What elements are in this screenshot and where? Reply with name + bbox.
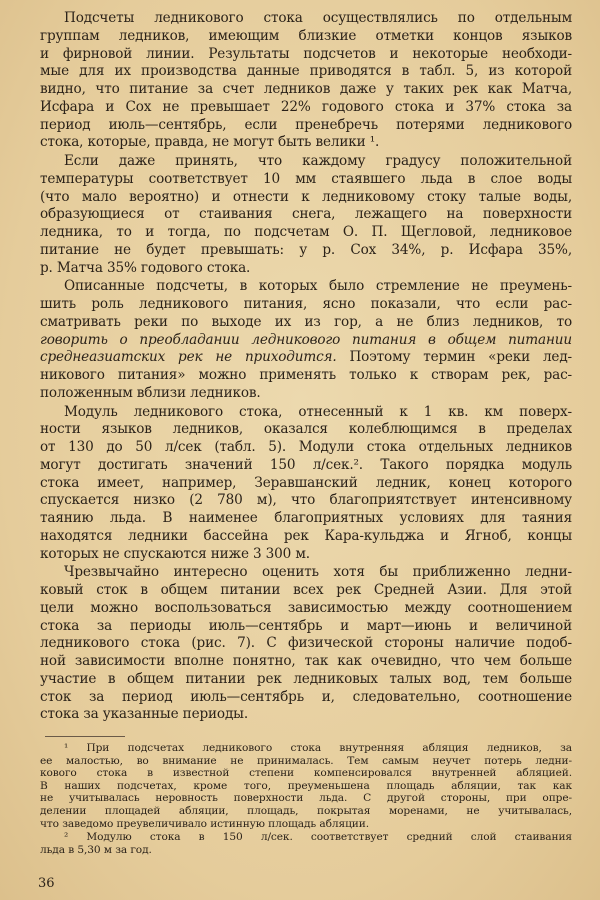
text-line: ее малостью, во внимание не принималась. Тем самым неучет потерь ледни- — [40, 754, 572, 767]
paragraph — [40, 10, 572, 152]
page-number: 36 — [38, 876, 55, 891]
text-line: ледника, то и тогда, по подсчетам О. П. Щегловой, ледниковое — [40, 224, 572, 240]
body-text — [40, 10, 572, 725]
text-line: питание не будет превышать: у р. Сох 34%, р. Исфара 35%, — [40, 241, 572, 258]
italic-emphasis: говорить о преобладании ледникового питания в общем питании — [40, 331, 572, 348]
text-line: не учитывалась неровность поверхности льда. С другой стороны, при опре- — [40, 792, 572, 805]
text-line — [40, 332, 572, 350]
text-line: видно, что питание за счет ледников даже у таких рек как Матча, — [40, 81, 572, 97]
text-line: шить роль ледникового питания, ясно показали, что если рас- — [40, 296, 572, 312]
text-line: стока имеет, например, Зеравшанский ледник, конец которого — [40, 474, 572, 491]
text-line: цели можно воспользоваться зависимостью между соотношением — [40, 599, 572, 616]
text-line: от 130 до 50 л/сек (табл. 5). Модули стока отдельных ледников — [40, 439, 572, 455]
text-line: стока за периоды июль—сентябрь и март—июнь и величиной — [40, 617, 572, 634]
footnote — [40, 742, 572, 830]
text-line: ¹ При подсчетах ледникового стока внутренняя абляция ледников, за — [64, 742, 572, 754]
text-line: участие в общем питании рек ледниковых талых вод, тем больше — [40, 670, 572, 687]
text-run: Поэтому термин «реки лед- — [336, 349, 572, 366]
italic-emphasis: среднеазиатских рек не приходится. — [40, 349, 337, 366]
text-line: могут достигать значений 150 л/сек.². Такого порядка модуль — [40, 456, 572, 473]
text-line: стока за указанные периоды. — [40, 706, 249, 723]
text-line: Чрезвычайно интересно оценить хотя бы приближенно ледни- — [64, 564, 572, 581]
paragraph — [40, 404, 572, 564]
footnotes — [40, 742, 572, 857]
text-line: что заведомо преувеличивало истинную площадь абляции. — [40, 817, 369, 830]
text-line: никового питания» можно применять только к створам рек, рас- — [40, 367, 572, 383]
text-line — [40, 349, 572, 367]
text-line: р. Матча 35% годового стока. — [40, 259, 251, 276]
text-line: спускается низко (2 780 м), что благоприятствует интенсивному — [40, 492, 572, 509]
text-line: мые для их производства данные приводятся в табл. 5, из которой — [40, 63, 572, 80]
text-line: период июль—сентябрь, если пренебречь потерями ледникового — [40, 116, 572, 133]
footnote-divider — [45, 736, 125, 737]
text-line: Модуль ледникового стока, отнесенный к 1 кв. км поверх- — [64, 403, 572, 420]
text-line: кового стока в известной степени компенсировался внутренней абляцией. — [40, 767, 572, 780]
text-line: образующиеся от стаивания снега, лежащего на поверхности — [40, 206, 572, 223]
text-line: льда в 5,30 м за год. — [40, 843, 152, 856]
text-line: Исфара и Сох не превышает 22% годового стока и 37% стока за — [40, 98, 572, 115]
text-line: ковый сток в общем питании всех рек Средней Азии. Для этой — [40, 582, 572, 598]
text-line: группам ледников, имеющим близкие отметки концов языков — [40, 27, 572, 44]
paragraph — [40, 564, 572, 724]
text-line: В наших подсчетах, кроме того, преуменьшена площадь абляции, так как — [40, 779, 572, 792]
text-line: таянию льда. В наименее благоприятных условиях для таяния — [40, 510, 572, 526]
text-line: стока, которые, правда, не могут быть велики ¹. — [40, 134, 380, 151]
text-line: ² Модулю стока в 150 л/сек. соответствует средний слой стаивания — [64, 831, 572, 844]
text-line: Если даже принять, что каждому градусу положительной — [64, 153, 572, 169]
text-line: Описанные подсчеты, в которых было стремление не преумень- — [64, 278, 572, 295]
text-line: делении площадей абляции, площадь, покрытая моренами, не учитывалась, — [40, 804, 572, 817]
text-line: (что мало вероятно) и отнести к ледниковому стоку талые воды, — [40, 188, 572, 205]
text-line: ной зависимости вполне понятно, так как очевидно, что чем больше — [40, 653, 572, 669]
text-line: положенным вблизи ледников. — [40, 384, 261, 401]
text-line: и фирновой линии. Результаты подсчетов и некоторые необходи- — [40, 45, 572, 62]
text-line: ледникового стока (рис. 7). С физической стороны наличие подоб- — [40, 635, 572, 652]
paragraph — [40, 153, 572, 277]
footnote — [40, 831, 572, 856]
text-line: сток за период июль—сентябрь и, следовательно, соотношение — [40, 688, 572, 705]
text-line: Подсчеты ледникового стока осуществлялись по отдельным — [64, 10, 572, 26]
text-line: находятся ледники бассейна рек Кара-кульджа и Ягноб, концы — [40, 527, 572, 544]
text-line: температуры соответствует 10 мм стаявшего льда в слое воды — [40, 170, 572, 187]
text-line: ности языков ледников, оказался колеблющимся в пределах — [40, 421, 572, 438]
paragraph — [40, 278, 572, 402]
text-line: которых не спускаются ниже 3 300 м. — [40, 545, 310, 562]
text-line: сматривать реки по выходе их из гор, а не близ ледников, то — [40, 313, 572, 330]
